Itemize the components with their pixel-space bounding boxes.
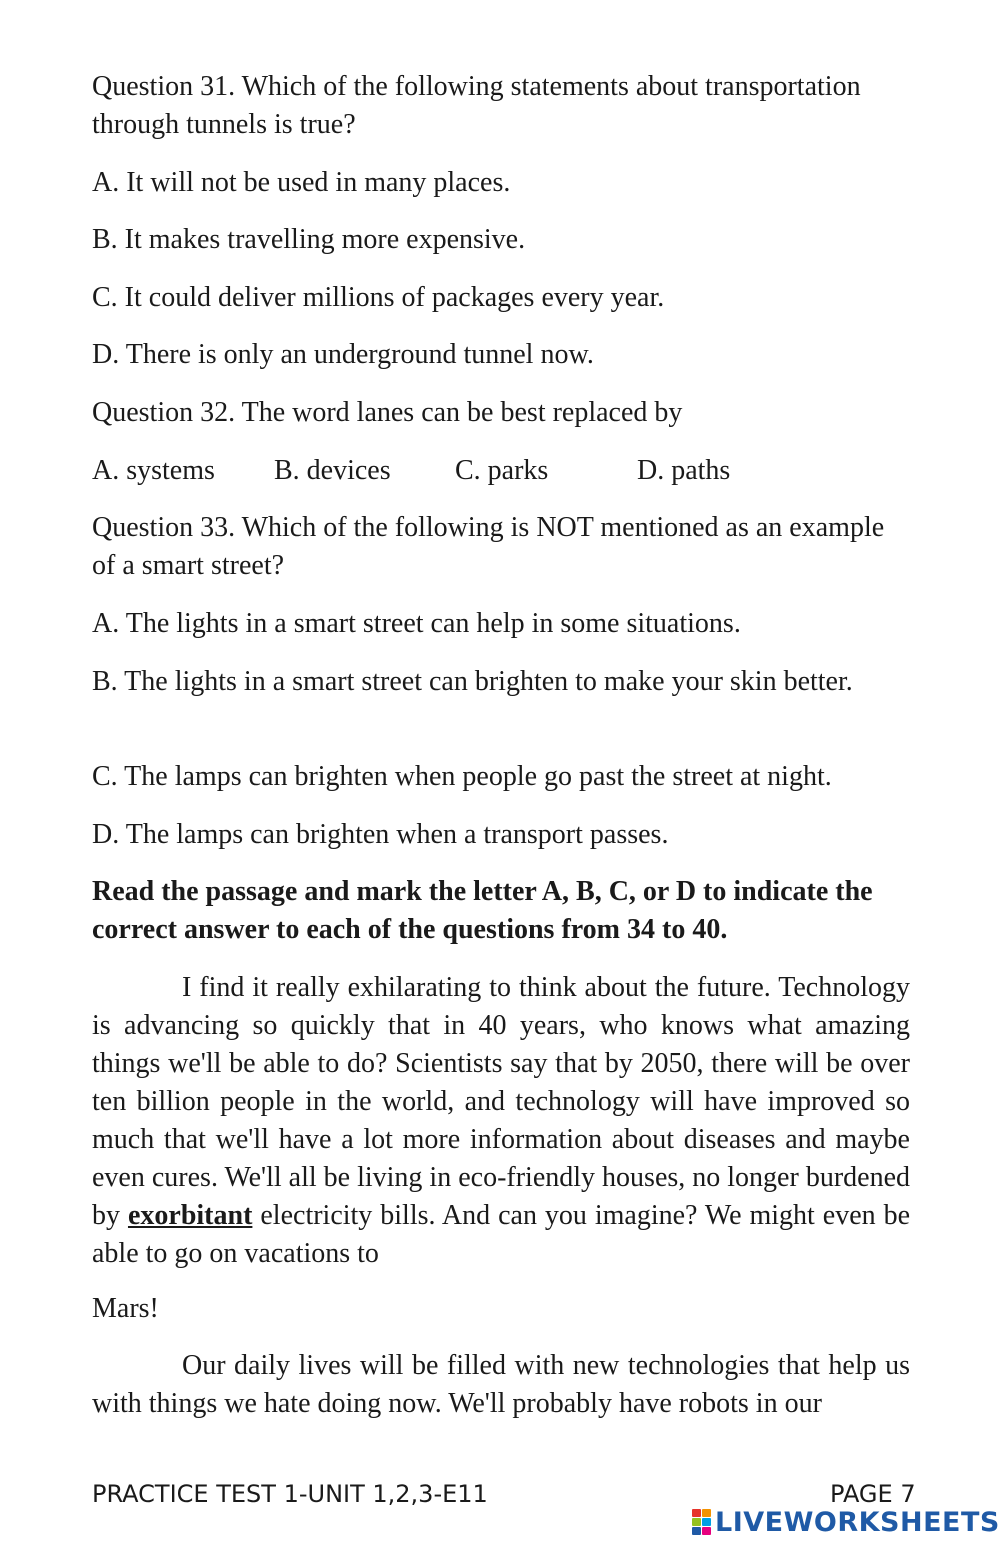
q33-option-c: C. The lamps can brighten when people go past the street at night. [92,761,832,792]
passage-paragraph-2: Our daily lives will be filled with new technologies that help us with things we hate doing now. We'll probably have robots in our [92,1350,910,1419]
question-31: Question 31. Which of the following statements about transportation through tunnels is true? [92,71,861,140]
q32-option-b: B. devices [274,455,391,486]
footer-test-title: PRACTICE TEST 1-UNIT 1,2,3-E11 [92,1480,488,1508]
reading-instruction: Read the passage and mark the letter A, B, C, or D to indicate the correct answer to each of the questions from 34 to 40. [92,876,873,945]
q31-option-a: A. It will not be used in many places. [92,167,511,198]
q31-option-b: B. It makes travelling more expensive. [92,224,526,255]
passage-p1-text: I find it really exhilarating to think about the future. Technology is advancing so quickly that in 40 years, who knows what amazing things we'll be able to do? Scientists say that by 2050, there will be over ten billion people in the world, and technology will have improved so much that we'll have a lot more information about diseases and maybe even cures. We'll all be living in eco-friendly houses, no longer burdened by [92,972,910,1231]
passage-paragraph-1-end: Mars! [92,1293,159,1324]
liveworksheets-logo-text: LIVEWORKSHEETS [715,1506,1000,1538]
q31-option-d: D. There is only an underground tunnel now. [92,339,594,370]
q32-option-d: D. paths [637,455,731,486]
question-33: Question 33. Which of the following is NOT mentioned as an example of a smart street? [92,512,885,581]
q32-option-a: A. systems [92,455,215,486]
passage-paragraph-1 [92,969,910,1273]
passage-p1-text-cont: electricity bills. And can you imagine? We might even be able to go on vacations to [92,1200,911,1269]
liveworksheets-logo-icon [692,1509,711,1535]
q32-option-c: C. parks [455,455,549,486]
liveworksheets-logo [692,1505,1000,1539]
footer-page-number: PAGE 7 [830,1480,916,1508]
q33-option-d: D. The lamps can brighten when a transport passes. [92,819,669,850]
q31-option-c: C. It could deliver millions of packages every year. [92,282,665,313]
q32-options [92,452,910,490]
key-word-exorbitant: exorbitant [127,1200,253,1231]
question-32: Question 32. The word lanes can be best replaced by [92,397,683,428]
q33-option-a: A. The lights in a smart street can help in some situations. [92,608,741,639]
q33-option-b: B. The lights in a smart street can brighten to make your skin better. [92,666,853,697]
